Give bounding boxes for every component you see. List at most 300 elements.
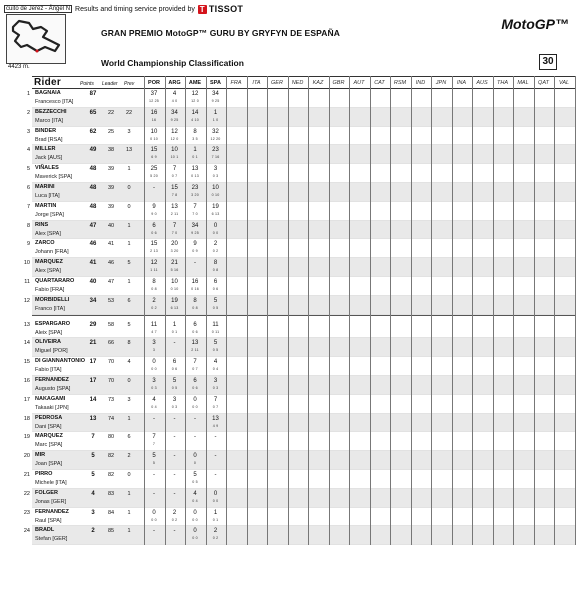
- column-divider: [534, 76, 535, 545]
- column-divider: [411, 76, 412, 545]
- race-split-points: 10 1: [170, 155, 179, 160]
- race-result-arg: [166, 109, 184, 123]
- race-points: 0: [193, 453, 197, 460]
- race-split-points: 12 0: [191, 99, 199, 103]
- race-result-spa: [207, 377, 225, 391]
- rider-surname: RINS: [35, 221, 49, 228]
- race-points: -: [173, 340, 176, 347]
- race-result-por: [145, 90, 163, 104]
- race-split-points: 6 13: [170, 305, 179, 310]
- race-points: 25: [150, 166, 158, 173]
- race-split-points: 0 0: [212, 230, 219, 235]
- gap-to-leader: 84: [107, 509, 115, 516]
- column-divider: [247, 76, 248, 545]
- race-result-spa: [207, 146, 225, 160]
- gap-to-previous: 6: [127, 434, 131, 441]
- race-points: 8: [193, 128, 197, 135]
- race-result-por: [145, 358, 163, 372]
- race-split-points: 3: [152, 348, 156, 353]
- race-points: 10: [171, 278, 178, 285]
- gap-to-previous: 1: [127, 415, 131, 422]
- race-points: 0: [152, 359, 156, 366]
- race-split-points: 3 20: [170, 249, 179, 254]
- table-row: [23, 258, 575, 277]
- race-points: 0: [193, 396, 197, 403]
- race-result-por: [145, 415, 163, 423]
- race-result-spa: [207, 471, 225, 479]
- race-result-arg: [166, 259, 184, 273]
- race-points: 5: [213, 340, 218, 347]
- gap-to-leader: 41: [107, 241, 115, 248]
- race-points: 9: [152, 203, 156, 210]
- race-points: 8: [152, 278, 156, 285]
- classification-title: World Championship Classification: [101, 58, 244, 68]
- race-result-por: [145, 203, 163, 217]
- race-result-arg: [166, 297, 184, 311]
- gap-to-leader: 39: [107, 203, 115, 210]
- race-split-points: 1 11: [150, 268, 158, 273]
- page-number: 30: [539, 54, 557, 70]
- race-points: 21: [171, 260, 178, 267]
- race-points: 7: [172, 166, 177, 173]
- rider-points: 29: [89, 321, 97, 328]
- race-points: 4: [152, 396, 156, 403]
- race-points: -: [173, 490, 176, 497]
- race-result-ame: [186, 509, 204, 523]
- race-result-spa: [207, 184, 225, 198]
- gap-to-previous: 0: [127, 203, 131, 210]
- column-divider: [329, 76, 330, 545]
- race-split-points: 2 11: [191, 348, 199, 353]
- race-split-points: 0 8: [151, 286, 157, 291]
- rider-points: 46: [89, 241, 97, 248]
- gap-to-previous: 1: [127, 490, 131, 497]
- race-points: 10: [212, 184, 219, 191]
- gap-to-previous: 3: [127, 396, 131, 403]
- race-split-points: 7 0: [192, 211, 198, 216]
- race-result-spa: [207, 128, 225, 142]
- gap-to-leader: 22: [107, 109, 115, 116]
- race-split-points: 12 20: [210, 136, 221, 141]
- race-points: 4: [172, 91, 177, 97]
- race-result-spa: [207, 109, 225, 123]
- gap-to-leader: 85: [107, 528, 115, 535]
- race-result-por: [145, 222, 163, 236]
- race-column-header-rsm: RSM: [393, 80, 407, 86]
- race-split-points: 7 0: [171, 230, 178, 235]
- race-points: 9: [193, 241, 197, 248]
- race-points: 0: [193, 509, 197, 516]
- rider-surname: BEZZECCHI: [35, 108, 67, 115]
- rider-position: 3: [26, 128, 30, 135]
- race-split-points: 3 20: [191, 192, 199, 197]
- rider-points: 2: [91, 528, 95, 535]
- race-result-spa: [207, 278, 225, 292]
- race-split-points: 0 6: [171, 367, 178, 372]
- race-points: 32: [212, 128, 219, 135]
- rider-surname: PEDROSA: [35, 414, 63, 421]
- race-result-arg: [166, 165, 184, 179]
- race-result-arg: [166, 146, 184, 160]
- race-points: 3: [213, 377, 218, 384]
- race-points: 34: [212, 91, 219, 97]
- race-split-points: 0 8: [192, 305, 198, 310]
- race-result-por: [145, 377, 163, 391]
- column-divider: [144, 76, 145, 545]
- race-points: 7: [213, 396, 218, 403]
- gap-to-previous: 5: [127, 321, 131, 328]
- table-row: [23, 296, 575, 315]
- race-column-header-ind: IND: [415, 80, 426, 86]
- race-points: 19: [171, 297, 178, 304]
- standings-rows: [23, 89, 575, 545]
- gap-to-previous: 13: [125, 147, 133, 154]
- race-result-ame: [186, 278, 204, 292]
- rider-surname: QUARTARARO: [35, 277, 75, 284]
- rider-firstname-nation: Jorge [SPA]: [35, 211, 64, 218]
- rider-position: 12: [23, 297, 30, 304]
- race-split-points: 4 10: [191, 117, 199, 122]
- rider-points: 41: [89, 260, 97, 267]
- rider-points: 17: [89, 359, 97, 366]
- race-split-points: 0 0: [192, 536, 198, 541]
- race-points: 7: [193, 359, 197, 366]
- race-result-por: [145, 128, 163, 142]
- race-result-ame: [186, 222, 204, 236]
- race-points: -: [194, 260, 196, 267]
- points-column-header: Points: [80, 81, 94, 87]
- race-split-points: 0 5: [212, 348, 219, 353]
- gap-to-previous: 1: [127, 509, 131, 516]
- race-column-header-gbr: GBR: [332, 80, 345, 86]
- race-split-points: 0 0: [192, 404, 198, 409]
- race-split-points: 0 5: [192, 479, 198, 484]
- table-row: [26, 89, 575, 108]
- race-points: 12: [150, 260, 158, 267]
- rider-surname: FERNANDEZ: [35, 508, 69, 515]
- race-result-ame: [186, 527, 204, 541]
- race-split-points: 0 1: [192, 155, 198, 160]
- table-row: [24, 277, 575, 296]
- gap-to-previous: 0: [127, 471, 131, 478]
- circuit-name: cuito de Jerez - Ángel N: [6, 6, 71, 12]
- race-column-header-ger: GER: [271, 80, 283, 86]
- rider-surname: DI GIANNANTONIO: [35, 358, 86, 365]
- rider-firstname-nation: Augusto [SPA]: [35, 385, 71, 392]
- race-points: 0: [152, 509, 156, 516]
- rider-position: 11: [24, 278, 30, 285]
- tissot-cross-icon: T: [199, 4, 205, 14]
- rider-surname: ZARCO: [35, 240, 55, 247]
- table-row: [26, 183, 575, 202]
- race-result-por: [145, 471, 163, 479]
- column-divider: [554, 76, 555, 545]
- rider-surname: BRADL: [35, 527, 55, 534]
- race-result-arg: [166, 358, 184, 372]
- race-split-points: 7: [152, 442, 156, 447]
- rider-points: 21: [89, 340, 97, 347]
- race-split-points: 7 8: [171, 192, 178, 197]
- race-points: 11: [212, 321, 219, 328]
- rider-firstname-nation: Joan [SPA]: [35, 461, 63, 468]
- race-column-header-fra: FRA: [230, 80, 242, 86]
- race-points: 12: [171, 128, 178, 135]
- column-divider: [390, 76, 391, 545]
- gap-to-leader: 40: [107, 222, 115, 229]
- gap-to-leader: 38: [107, 147, 115, 154]
- rider-position: 16: [23, 377, 30, 384]
- rider-points: 14: [89, 396, 97, 403]
- race-split-points: 9 25: [191, 230, 199, 235]
- race-result-por: [145, 452, 163, 466]
- race-points: 7: [172, 222, 177, 229]
- race-split-points: 0 2: [151, 305, 157, 310]
- race-points: 1: [172, 321, 177, 328]
- rider-firstname-nation: Michele [ITA]: [35, 479, 67, 486]
- race-result-arg: [166, 396, 184, 410]
- race-points: 34: [171, 109, 178, 116]
- race-points: 2: [172, 509, 177, 516]
- rider-surname: BAGNAIA: [35, 90, 61, 96]
- race-split-points: 7 16: [211, 155, 220, 160]
- race-result-ame: [186, 165, 204, 179]
- race-points: 10: [171, 147, 178, 154]
- race-result-ame: [186, 415, 204, 423]
- race-points: 13: [212, 415, 219, 422]
- race-column-header-cat: CAT: [374, 80, 385, 86]
- race-result-ame: [186, 259, 204, 267]
- race-points: 5: [152, 453, 156, 460]
- race-points: 13: [191, 340, 199, 347]
- race-result-ame: [186, 203, 204, 217]
- gap-to-leader: 82: [107, 453, 115, 460]
- race-points: 0: [213, 490, 218, 497]
- race-column-header-por: POR: [148, 80, 160, 86]
- race-result-arg: [166, 490, 184, 498]
- race-result-spa: [207, 415, 225, 429]
- race-result-ame: [186, 321, 204, 335]
- race-split-points: 6 13: [211, 211, 220, 216]
- gap-to-previous: 2: [127, 453, 131, 460]
- race-split-points: 9 25: [170, 117, 179, 122]
- rider-firstname-nation: Alex [SPA]: [35, 230, 61, 237]
- rider-points: 47: [89, 222, 97, 229]
- gap-to-leader: 80: [107, 434, 115, 441]
- race-result-spa: [207, 240, 225, 254]
- rider-firstname-nation: Takaaki [JPN]: [35, 404, 69, 411]
- gap-to-leader: 25: [107, 128, 115, 135]
- rider-points: 34: [89, 297, 97, 304]
- track-map: [6, 14, 66, 64]
- race-result-ame: [186, 184, 204, 198]
- rider-firstname-nation: Johann [FRA]: [35, 249, 69, 256]
- gap-to-leader: 66: [107, 340, 115, 347]
- race-result-arg: [166, 184, 184, 198]
- race-result-ame: [186, 339, 204, 353]
- rider-firstname-nation: Raul [SPA]: [35, 517, 62, 524]
- race-points: -: [153, 415, 155, 422]
- race-result-arg: [166, 90, 184, 104]
- race-split-points: 0 3: [151, 385, 157, 390]
- leader-column-header: Leader: [102, 81, 118, 87]
- race-result-ame: [186, 490, 204, 504]
- race-points: 13: [191, 166, 199, 173]
- race-split-points: 0 4: [212, 367, 219, 372]
- race-points: 16: [191, 278, 199, 285]
- race-points: 16: [150, 109, 158, 116]
- rider-surname: BINDER: [35, 127, 57, 134]
- race-split-points: 0 5: [212, 305, 219, 310]
- race-result-ame: [186, 396, 204, 410]
- race-split-points: 0 6: [192, 385, 198, 390]
- event-title: GRAN PREMIO MotoGP™ GURU BY GRYFYN DE ESPAÑA: [101, 28, 340, 38]
- table-row: [23, 414, 575, 433]
- rider-position: 14: [23, 340, 30, 347]
- race-split-points: 0 2: [171, 517, 178, 522]
- rider-firstname-nation: Luca [ITA]: [35, 192, 60, 199]
- race-result-por: [145, 278, 163, 292]
- column-divider: [452, 76, 453, 545]
- gap-to-leader: 47: [107, 278, 115, 285]
- race-result-spa: [207, 222, 225, 236]
- rider-points: 5: [91, 453, 95, 460]
- race-result-spa: [207, 396, 225, 410]
- track-layout-icon: [7, 15, 65, 63]
- race-points: -: [153, 471, 155, 478]
- rider-position: 18: [23, 415, 30, 422]
- race-result-arg: [166, 433, 184, 441]
- rider-position: 20: [23, 453, 30, 460]
- race-result-spa: [207, 452, 225, 460]
- race-result-por: [145, 339, 163, 353]
- column-divider: [185, 76, 186, 545]
- race-points: 23: [191, 184, 199, 191]
- prev-column-header: Prev: [124, 81, 135, 87]
- gap-to-leader: 39: [107, 184, 115, 191]
- race-split-points: 0 3: [171, 404, 178, 409]
- table-row: [23, 357, 575, 376]
- race-result-por: [145, 396, 163, 410]
- rider-position: 8: [26, 222, 30, 229]
- race-result-spa: [207, 203, 225, 217]
- gap-to-previous: 1: [127, 222, 131, 229]
- rider-points: 65: [89, 109, 97, 116]
- race-result-arg: [166, 377, 184, 391]
- race-result-spa: [207, 358, 225, 372]
- race-points: -: [153, 528, 155, 535]
- race-points: 6: [193, 321, 197, 328]
- column-divider: [226, 76, 227, 545]
- race-split-points: 0 2: [212, 249, 219, 254]
- gap-to-previous: 6: [127, 297, 131, 304]
- race-points: 13: [171, 203, 178, 210]
- table-row: [23, 432, 575, 451]
- race-result-ame: [186, 433, 204, 441]
- race-column-header-arg: ARG: [168, 80, 181, 86]
- rider-surname: MORBIDELLI: [35, 296, 70, 303]
- race-split-points: 0 13: [191, 174, 199, 179]
- motogp-brand: MotoGP™: [501, 16, 569, 32]
- column-divider: [472, 76, 473, 545]
- gap-to-previous: 4: [127, 359, 131, 366]
- rider-position: 21: [23, 471, 30, 478]
- race-points: 37: [150, 91, 158, 97]
- race-points: -: [214, 453, 217, 460]
- rider-surname: MARQUEZ: [35, 433, 63, 440]
- race-result-ame: [186, 128, 204, 142]
- column-divider: [493, 76, 494, 545]
- gap-to-leader: 53: [107, 297, 115, 304]
- race-split-points: 16: [151, 117, 157, 122]
- race-split-points: 0 2: [212, 536, 219, 541]
- rider-firstname-nation: Alex [SPA]: [35, 268, 61, 275]
- race-split-points: 0 0: [212, 498, 219, 503]
- race-split-points: 5: [152, 461, 156, 466]
- race-result-arg: [166, 222, 184, 236]
- table-row: [23, 320, 575, 339]
- race-result-por: [145, 490, 163, 498]
- race-points: 34: [191, 222, 199, 229]
- rider-position: 7: [26, 203, 30, 210]
- table-header: [32, 76, 575, 89]
- race-points: 4: [193, 490, 197, 497]
- race-result-arg: [166, 509, 184, 523]
- race-points: 20: [171, 241, 178, 248]
- table-row: [26, 221, 575, 240]
- race-points: 2: [213, 241, 218, 248]
- rider-points: 17: [89, 377, 97, 384]
- gap-to-previous: 22: [125, 109, 133, 116]
- race-result-por: [145, 297, 163, 311]
- rider-points: 5: [91, 471, 95, 478]
- race-points: 3: [172, 396, 177, 403]
- race-points: 4: [213, 359, 218, 366]
- race-points: 12: [191, 91, 199, 97]
- gap-to-previous: 0: [127, 377, 131, 384]
- gap-to-leader: 83: [107, 490, 115, 497]
- race-result-arg: [166, 452, 184, 460]
- rider-points: 48: [89, 166, 97, 173]
- race-points: 8: [193, 297, 197, 304]
- race-split-points: 2 11: [170, 211, 179, 216]
- race-split-points: 0 8: [212, 268, 219, 273]
- rider-surname: MARQUEZ: [35, 259, 63, 266]
- race-split-points: 0 5: [171, 385, 178, 390]
- race-points: -: [173, 434, 176, 441]
- race-result-spa: [207, 259, 225, 273]
- race-result-ame: [186, 240, 204, 254]
- race-column-header-ned: NED: [291, 80, 304, 86]
- race-result-arg: [166, 415, 184, 423]
- race-result-por: [145, 259, 163, 273]
- race-points: -: [194, 434, 196, 441]
- rider-firstname-nation: Francesco [ITA]: [35, 99, 74, 105]
- race-points: 5: [172, 377, 177, 384]
- table-row: [26, 202, 575, 221]
- rider-surname: NAKAGAMI: [35, 395, 66, 402]
- race-result-ame: [186, 358, 204, 372]
- rider-points: 62: [89, 128, 97, 135]
- rider-firstname-nation: Maverick [SPA]: [35, 174, 73, 181]
- gap-to-previous: 1: [127, 528, 131, 535]
- race-result-arg: [166, 278, 184, 292]
- race-split-points: 0: [193, 461, 197, 466]
- race-points: 14: [191, 109, 199, 116]
- table-row: [23, 470, 575, 489]
- race-result-por: [145, 184, 163, 192]
- race-points: 5: [193, 471, 197, 478]
- rider-surname: FERNANDEZ: [35, 376, 69, 383]
